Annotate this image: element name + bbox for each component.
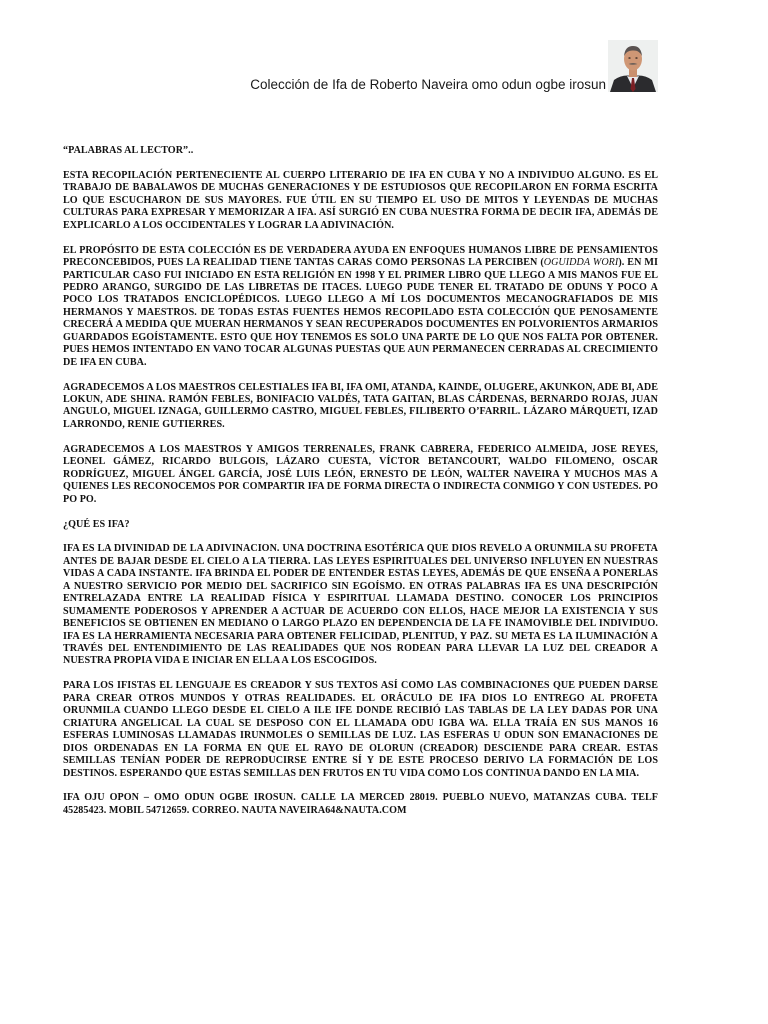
- author-portrait: [608, 40, 658, 92]
- page-header: [0, 40, 768, 96]
- paragraph-celestial-thanks: AGRADECEMOS A LOS MAESTROS CELESTIALES IFA BI, IFA OMI, ATANDA, KAINDE, OLUGERE, AKUNKON, ADE BI, ADE LOKUN, ADE SHINA. RAMÓN FEBLES, BONIFACIO VALDÉS, TATA GAITAN, BLAS CÁRDENAS, BERNARDO ROJAS, JUAN ANGULO, MIGUEL IZNAGA, GUILLERMO CASTRO, MIGUEL FEBLES, FILIBERTO O’FARRIL. LÁZARO MÁRQUETI, IZAD LARRONDO, RENIE GUTIERRES.: [63, 381, 658, 430]
- paragraph-language: PARA LOS IFISTAS EL LENGUAJE ES CREADOR Y SUS TEXTOS ASÍ COMO LAS COMBINACIONES QUE PUEDEN DARSE PARA CREAR OTROS MUNDOS Y OTRAS REALIDADES. EL ORÁCULO DE IFA DIOS LO ENTREGO AL PROFETA ORUNMILA CUANDO LLEGO DESDE EL CIELO A ILE IFE DONDE RECIBIÓ LAS TABLAS DE LA LEY DADAS POR UNA CRIATURA ANGELICAL LA CUAL SE DESPOSO CON EL LLAMADA ODU IGBA WA. ELLA TRAÍA EN SUS MANOS 16 ESFERAS LUMINOSAS LLAMADAS IRUNMOLES O SEMILLAS DE LUZ. LAS ESFERAS U ODUN SON EMANACIONES DE DIOS ORDENADAS EN LA FORMA EN QUE EL RAYO DE OLORUN (CREADOR) DESCIENDE PARA CREAR. ESTAS SEMILLAS TENÍAN PODER DE REPRODUCIRSE ENTRE SÍ Y DE ESTE PROCESO DERIVO LA FORMACIÓN DE LOS DESTINOS. ESPERANDO QUE ESTAS SEMILLAS DEN FRUTOS EN TU VIDA COMO LOS CONTINUA DANDO EN LA MIA.: [63, 680, 658, 779]
- paragraph-purpose-italic: OGUIDDA WORI: [543, 257, 619, 269]
- paragraph-purpose: [63, 245, 658, 370]
- paragraph-what-is-ifa: IFA ES LA DIVINIDAD DE LA ADIVINACION. UNA DOCTRINA ESOTÉRICA QUE DIOS REVELO A ORUNMILA SU PROFETA ANTES DE BAJAR DESDE EL CIELO A LA TIERRA. LAS LEYES ESPIRITUALES DEL UNIVERSO INFLUYEN EN NUESTRAS VIDAS A CADA INSTANTE. IFA BRINDA EL PODER DE ENTENDER ESTAS LEYES, ADEMÁS DE QUE ENSEÑA A PONERLAS A NUESTRO SERVICIO POR MEDIO DEL SACRIFICO SIN EGOÍSMO. EN OTRAS PALABRAS IFA ES UNA DESCRIPCIÓN ENTRELAZADA ENTRE LA REALIDAD FÍSICA Y ESPIRITUAL LLAMADA DESTINO. CONOCER LOS PRINCIPIOS SUMAMENTE PODEROSOS Y APRENDER A ACTUAR DE ACUERDO CON ELLOS, HACE MEJOR LA EXISTENCIA Y SUS BENEFICIOS SE OBTIENEN EN MEDIANO O LARGO PLAZO EN DEPENDENCIA DE LA FE INAMOVIBLE DEL INDIVIDUO. IFA ES LA HERRAMIENTA NECESARIA PARA OBTENER FELICIDAD, PLENITUD, Y PAZ. SU META ES LA ILUMINACIÓN A TRAVÉS DEL ENTENDIMIENTO DE LAS REALIDADES QUE NOS RODEAN PARA LLEVAR LA LUZ DEL CREADOR A NUESTRA PROPIA VIDA E INICIAR EN ELLA A LOS ESCOGIDOS.: [63, 543, 658, 667]
- document-body: [63, 145, 658, 830]
- paragraph-earthly-thanks: AGRADECEMOS A LOS MAESTROS Y AMIGOS TERRENALES, FRANK CABRERA, FEDERICO ALMEIDA, JOSE REYES, LEONEL GÁMEZ, RICARDO BULGOIS, LÁZARO CUESTA, VÍCTOR BETANCOURT, WALDO FILOMENO, OSCAR RODRÍGUEZ, MIGUEL ÁNGEL GARCÍA, JOSÉ LUIS LEÓN, ERNESTO DE LEÓN, WALTER NAVEIRA Y MUCHOS MAS A QUIENES LES RECONOCEMOS POR COMPARTIR IFA DE FORMA DIRECTA O INDIRECTA CONMIGO Y CON USTEDES. PO PO PO.: [63, 443, 658, 505]
- document-heading: “PALABRAS AL LECTOR”..: [63, 145, 194, 156]
- header-title: Colección de Ifa de Roberto Naveira omo odun ogbe irosun: [250, 77, 606, 92]
- author-portrait-image: [608, 40, 658, 92]
- paragraph-purpose-part2: ). EN MI PARTICULAR CASO FUI INICIADO EN ESTA RELIGIÓN EN 1998 Y EL PRIMER LIBRO QUE LLEGO A MIS MANOS FUE EL PEDRO ARANGO, SURGIDO DE LAS LIBRETAS DE ITACES. LUEGO PUDE TENER EL TRATADO DE ODUNS Y POCO A POCO LOS TRATADOS ENCICLOPÉDICOS. LUEGO LLEGO A MÍ LOS DOCUMENTOS MECANOGRAFIADOS DE MIS HERMANOS Y MAESTROS. DE TODAS ESTAS FUENTES HEMOS RECOPILADO ESTA COLECCIÓN QUE PENOSAMENTE CRECERÁ A MEDIDA QUE MUERAN HERMANOS Y SEAN RECUPERADOS DOCUMENTES EN POLVORIENTOS ARMARIOS GUARDADOS EGOÍSTAMENTE. ESTO QUE HOY TENEMOS ES SOLO UNA PARTE DE LO QUE NOS FALTA POR OBTENER. PUES HEMOS INTENTADO EN VANO TOCAR ALGUNAS PUESTAS QUE AUN PERMANECEN CERRADAS AL CRECIMIENTO DE IFA EN CUBA.: [63, 257, 658, 368]
- document-subheading: ¿QUÉ ES IFA?: [63, 518, 130, 530]
- paragraph-purpose-part1: EL PROPÓSITO DE ESTA COLECCIÓN ES DE VERDADERA AYUDA EN ENFOQUES HUMANOS LIBRE DE PENSAMIENTOS PRECONCEBIDOS, PUES LA REALIDAD TIENE TANTAS CARAS COMO PERSONAS LA PERCIBEN (: [63, 244, 658, 269]
- contact-info: IFA OJU OPON – OMO ODUN OGBE IROSUN. CALLE LA MERCED 28019. PUEBLO NUEVO, MATANZAS CUBA. TELF 45285423. MOBIL 54712659. CORREO. NAUTA NAVEIRA64&NAUTA.COM: [63, 792, 658, 816]
- paragraph-intro: ESTA RECOPILACIÓN PERTENECIENTE AL CUERPO LITERARIO DE IFA EN CUBA Y NO A INDIVIDUO ALGUNO. ES EL TRABAJO DE BABALAWOS DE MUCHAS GENERACIONES Y DE ESTUDIOSOS QUE RECOPILARON EN FORMA ESCRITA LO QUE ESCUCHARON DE SUS MAYORES. FUE ÚTIL EN SU TIEMPO EL USO DE MITOS Y LEYENDAS DE MUCHAS CULTURAS PARA EXPRESAR Y MEMORIZAR A IFA. ASÍ SURGIÓ EN CUBA NUESTRA FORMA DE DECIR IFA, ADEMÁS DE EXPLICARLO A LOS OCCIDENTALES Y LOGRAR LA ADIVINACIÓN.: [63, 169, 658, 231]
